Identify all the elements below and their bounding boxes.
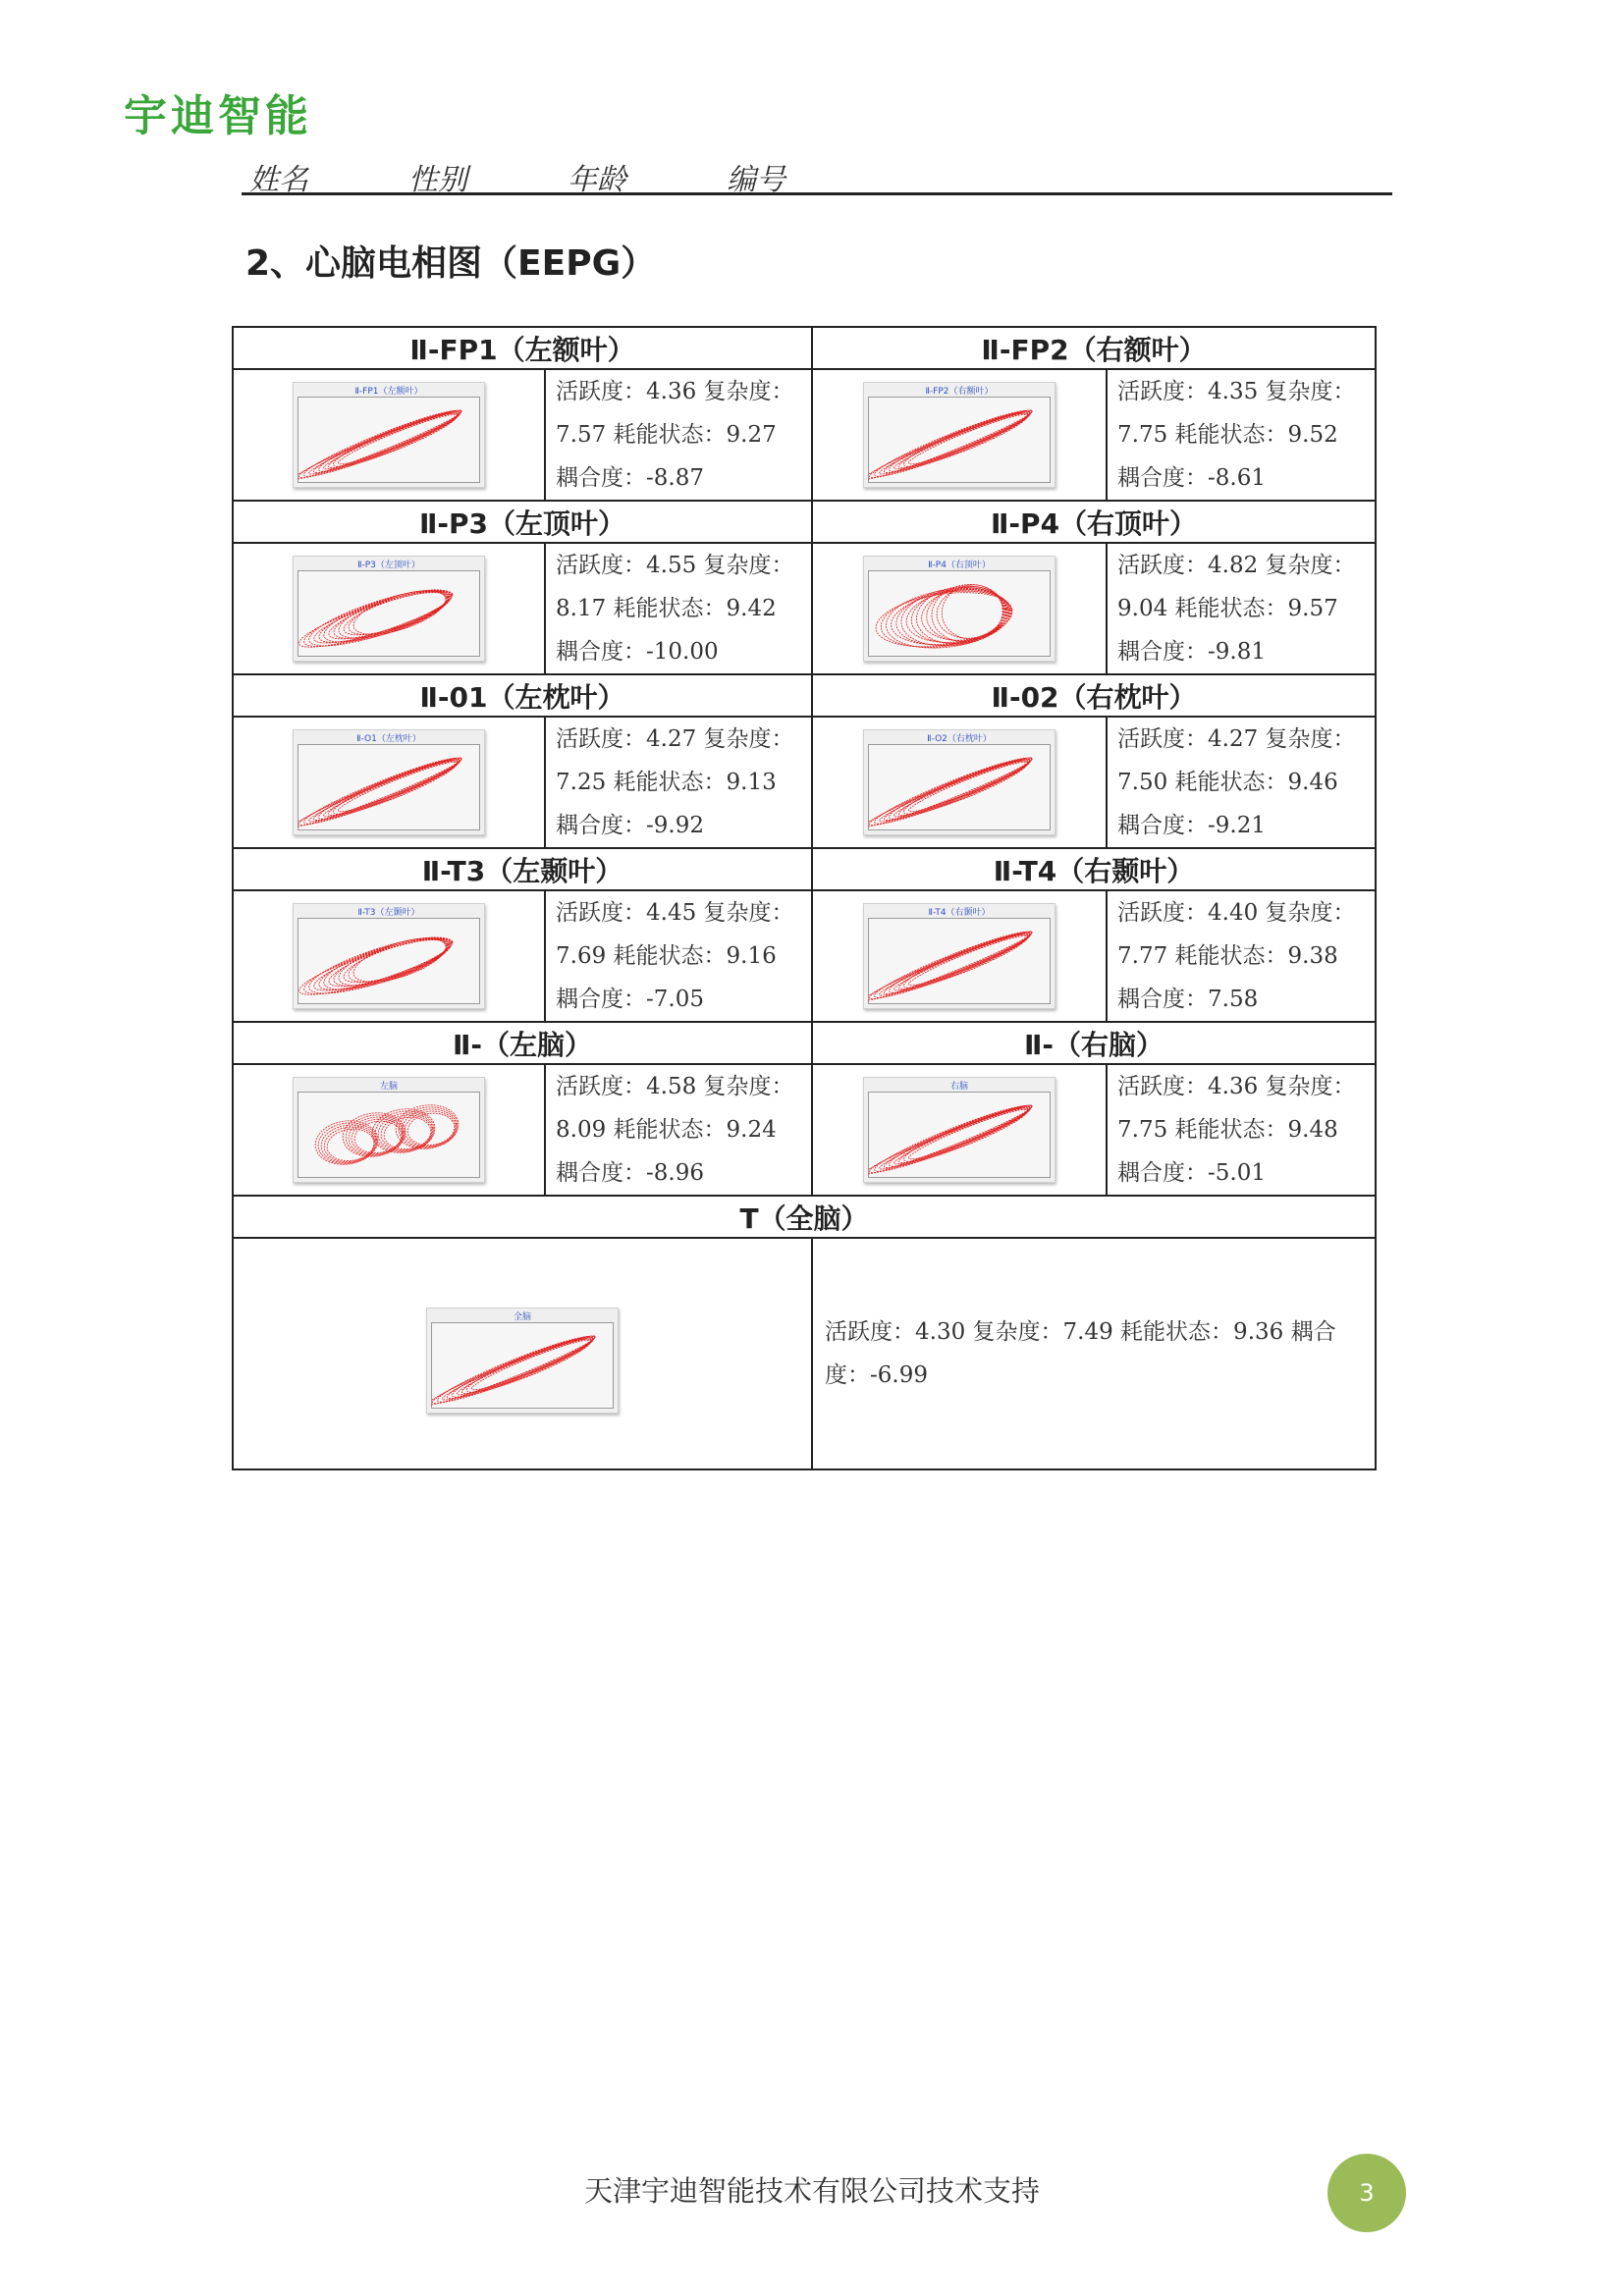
eeg-trace-graphic bbox=[868, 570, 1051, 657]
region-metrics bbox=[1107, 543, 1376, 674]
region-title: Ⅱ-FP1（左额叶） bbox=[233, 327, 812, 369]
region-image-cell bbox=[812, 543, 1107, 674]
eeg-trace-graphic bbox=[298, 744, 480, 830]
metrics-line: 7.69 耗能状态：9.16 bbox=[556, 943, 777, 969]
eeg-plot bbox=[293, 729, 485, 835]
metrics-line: 活跃度：4.58 复杂度： bbox=[556, 1074, 794, 1099]
eeg-trace-graphic bbox=[868, 918, 1051, 1004]
eeg-plot bbox=[293, 382, 485, 488]
metrics-line: 耦合度：-9.92 bbox=[556, 813, 704, 838]
section-title: 2、心脑电相图（EEPG） bbox=[245, 243, 657, 284]
region-image-cell bbox=[812, 890, 1107, 1022]
eeg-trace-graphic bbox=[298, 1092, 480, 1178]
patient-info-bar bbox=[242, 147, 1392, 195]
plot-caption: Ⅱ-O2（右枕叶） bbox=[927, 734, 992, 744]
eeg-trace-graphic bbox=[298, 918, 480, 1004]
metrics-line: 7.75 耗能状态：9.52 bbox=[1117, 422, 1338, 448]
metrics-line: 度：-6.99 bbox=[825, 1362, 928, 1388]
metrics-line: 耦合度：-5.01 bbox=[1117, 1160, 1266, 1186]
eeg-trace-graphic bbox=[868, 397, 1051, 483]
region-image-cell bbox=[812, 717, 1107, 848]
metrics-line: 耦合度：-7.05 bbox=[556, 987, 704, 1012]
metrics-line: 9.04 耗能状态：9.57 bbox=[1117, 596, 1338, 621]
gender-label: 性别 bbox=[408, 163, 467, 197]
name-label: 姓名 bbox=[249, 163, 308, 197]
region-metrics bbox=[545, 717, 812, 848]
region-image-cell bbox=[812, 369, 1107, 501]
metrics-line: 活跃度：4.36 复杂度： bbox=[1117, 1074, 1356, 1099]
metrics-line: 7.57 耗能状态：9.27 bbox=[556, 422, 777, 448]
metrics-line: 7.50 耗能状态：9.46 bbox=[1117, 770, 1338, 795]
metrics-line: 7.75 耗能状态：9.48 bbox=[1117, 1117, 1338, 1143]
plot-caption: Ⅱ-P4（右顶叶） bbox=[928, 561, 991, 570]
region-title: Ⅱ-P3（左顶叶） bbox=[233, 501, 812, 543]
plot-caption: Ⅱ-FP1（左额叶） bbox=[354, 387, 423, 397]
eeg-trace-graphic bbox=[431, 1322, 614, 1409]
age-label: 年龄 bbox=[568, 163, 626, 197]
eeg-plot bbox=[293, 903, 485, 1009]
metrics-line: 活跃度：4.30 复杂度：7.49 耗能状态：9.36 耦合 bbox=[825, 1319, 1336, 1345]
plot-caption: Ⅱ-T4（右颞叶） bbox=[928, 908, 991, 918]
plot-caption: 左脑 bbox=[379, 1082, 398, 1092]
metrics-line: 活跃度：4.82 复杂度： bbox=[1117, 553, 1356, 578]
region-title: Ⅱ-01（左枕叶） bbox=[233, 674, 812, 717]
metrics-line: 耦合度：-8.96 bbox=[556, 1160, 704, 1186]
eeg-trace-graphic bbox=[298, 570, 480, 657]
region-image-cell bbox=[233, 369, 545, 501]
metrics-line: 活跃度：4.40 复杂度： bbox=[1117, 900, 1356, 926]
region-image-cell bbox=[233, 1064, 545, 1196]
metrics-line: 活跃度：4.55 复杂度： bbox=[556, 553, 794, 578]
eeg-plot-whole bbox=[426, 1308, 619, 1414]
region-image-cell bbox=[233, 543, 545, 674]
plot-caption: Ⅱ-FP2（右额叶） bbox=[925, 387, 994, 397]
region-metrics bbox=[1107, 890, 1376, 1022]
region-metrics bbox=[545, 890, 812, 1022]
metrics-line: 耦合度：-9.21 bbox=[1117, 813, 1266, 838]
eepg-table bbox=[232, 326, 1377, 1470]
footer-text: 天津宇迪智能技术有限公司技术支持 bbox=[583, 2174, 1040, 2208]
region-title: Ⅱ-P4（右顶叶） bbox=[812, 501, 1376, 543]
metrics-line: 8.09 耗能状态：9.24 bbox=[556, 1117, 777, 1143]
region-metrics bbox=[545, 1064, 812, 1196]
eeg-plot bbox=[863, 382, 1056, 488]
region-image-cell bbox=[233, 890, 545, 1022]
eeg-plot bbox=[863, 903, 1056, 1009]
whole-brain-title: T（全脑） bbox=[233, 1196, 1376, 1238]
metrics-line: 活跃度：4.27 复杂度： bbox=[1117, 726, 1356, 752]
eeg-plot bbox=[293, 556, 485, 662]
region-image-cell bbox=[233, 717, 545, 848]
plot-caption: Ⅱ-O1（左枕叶） bbox=[356, 734, 421, 744]
eeg-trace-graphic bbox=[298, 397, 480, 483]
whole-brain-metrics bbox=[812, 1238, 1376, 1469]
region-metrics bbox=[1107, 717, 1376, 848]
region-title: Ⅱ-（右脑） bbox=[812, 1022, 1376, 1064]
page-number-badge: 3 bbox=[1327, 2154, 1406, 2232]
region-metrics bbox=[1107, 369, 1376, 501]
eeg-plot bbox=[863, 729, 1056, 835]
eeg-trace-graphic bbox=[868, 1092, 1051, 1178]
metrics-line: 耦合度：-9.81 bbox=[1117, 639, 1266, 665]
region-image-cell bbox=[812, 1064, 1107, 1196]
id-label: 编号 bbox=[727, 163, 785, 197]
metrics-line: 耦合度：7.58 bbox=[1117, 987, 1259, 1012]
metrics-line: 活跃度：4.45 复杂度： bbox=[556, 900, 794, 926]
metrics-line: 耦合度：-8.87 bbox=[556, 465, 704, 491]
region-metrics bbox=[545, 369, 812, 501]
eeg-plot bbox=[863, 1077, 1056, 1183]
eeg-plot bbox=[863, 556, 1056, 662]
eeg-trace-graphic bbox=[868, 744, 1051, 830]
region-title: Ⅱ-02（右枕叶） bbox=[812, 674, 1376, 717]
eeg-plot bbox=[293, 1077, 485, 1183]
region-metrics bbox=[545, 543, 812, 674]
region-title: Ⅱ-T3（左颞叶） bbox=[233, 848, 812, 890]
plot-caption: 全脑 bbox=[513, 1312, 531, 1322]
plot-caption: Ⅱ-P3（左顶叶） bbox=[357, 561, 420, 570]
metrics-line: 活跃度：4.27 复杂度： bbox=[556, 726, 794, 752]
region-title: Ⅱ-（左脑） bbox=[233, 1022, 812, 1064]
company-logo: 宇迪智能 bbox=[124, 91, 312, 141]
metrics-line: 7.77 耗能状态：9.38 bbox=[1117, 943, 1338, 969]
metrics-line: 耦合度：-10.00 bbox=[556, 639, 719, 665]
metrics-line: 耦合度：-8.61 bbox=[1117, 465, 1266, 491]
metrics-line: 活跃度：4.35 复杂度： bbox=[1117, 379, 1356, 404]
region-metrics bbox=[1107, 1064, 1376, 1196]
metrics-line: 7.25 耗能状态：9.13 bbox=[556, 770, 777, 795]
plot-caption: Ⅱ-T3（左颞叶） bbox=[357, 908, 420, 918]
whole-brain-image-cell bbox=[233, 1238, 812, 1469]
region-title: Ⅱ-FP2（右额叶） bbox=[812, 327, 1376, 369]
metrics-line: 活跃度：4.36 复杂度： bbox=[556, 379, 794, 404]
plot-caption: 右脑 bbox=[950, 1082, 969, 1092]
region-title: Ⅱ-T4（右颞叶） bbox=[812, 848, 1376, 890]
metrics-line: 8.17 耗能状态：9.42 bbox=[556, 596, 777, 621]
